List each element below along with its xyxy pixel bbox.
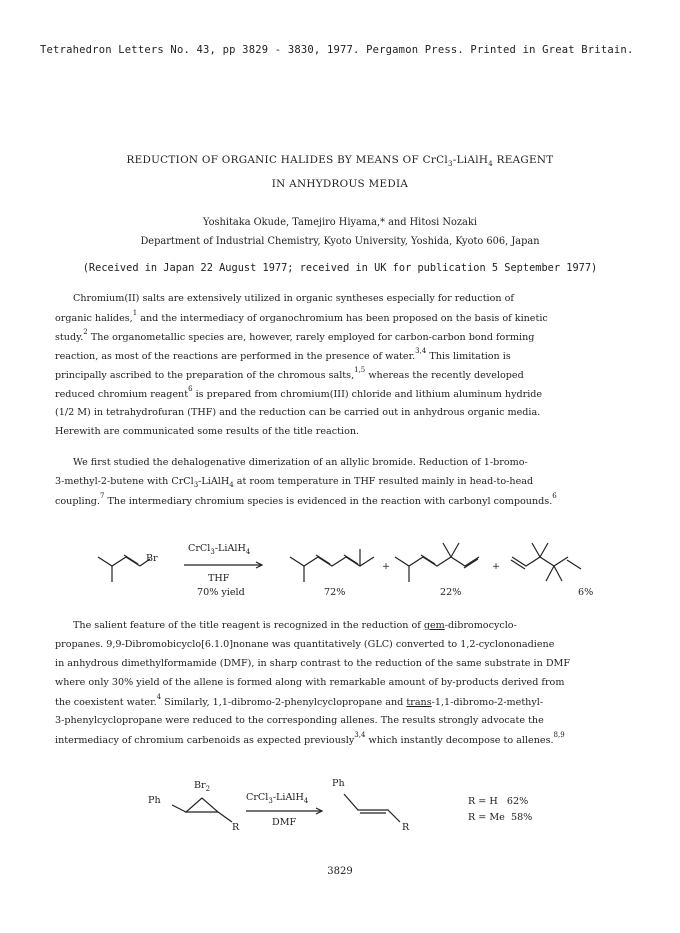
r-label: R xyxy=(402,822,410,833)
text: The organometallic species are, however, rarely employed for carbon-carbon bond forming xyxy=(87,332,535,343)
text-line xyxy=(55,309,548,324)
text: -1,1-dibromo-2-methyl- xyxy=(431,697,544,708)
dibromo-label xyxy=(194,780,210,791)
r-label: R xyxy=(232,822,240,833)
authors: Yoshitaka Okude, Tamejiro Hiyama,* and Hitosi Nozaki xyxy=(203,217,477,228)
phenyl-label: Ph xyxy=(332,778,345,789)
dimer-chain xyxy=(290,557,374,566)
text-line: 3-phenylcyclopropane were reduced to the corresponding allenes. The results strongly advocate the xyxy=(55,715,544,726)
plus-sign: + xyxy=(382,561,391,572)
allene-chain xyxy=(344,794,400,822)
subscript: 3 xyxy=(193,481,199,489)
subscript: 2 xyxy=(205,785,211,793)
text-line xyxy=(55,347,511,362)
result-r-h: R = H 62% xyxy=(468,796,529,807)
text: CrCl xyxy=(246,792,269,803)
text-line xyxy=(73,621,517,631)
dimer-chain-3 xyxy=(512,557,568,566)
title-text: REDUCTION OF ORGANIC HALIDES BY MEANS OF CrCl xyxy=(126,154,448,166)
subscript: 4 xyxy=(303,797,309,805)
reference: 1,5 xyxy=(354,366,366,374)
methyl-bond xyxy=(532,543,540,557)
text-line xyxy=(55,693,544,708)
text: whereas the recently developed xyxy=(365,370,524,381)
product-2-percent: 22% xyxy=(440,587,462,598)
text-line: Chromium(II) salts are extensively utilized in organic syntheses especially for reduction of xyxy=(73,293,514,304)
text: Similarly, 1,1-dibromo-2-phenylcyclopropane and xyxy=(161,697,407,708)
reference: 3,4 xyxy=(415,347,427,355)
reaction-scheme-2 xyxy=(0,772,680,842)
reference: 6 xyxy=(552,492,557,500)
product-3-percent: 6% xyxy=(578,587,594,598)
text: coupling. xyxy=(55,496,100,507)
subscript: 3 xyxy=(210,548,215,556)
text-line: (1/2 M) in tetrahydrofuran (THF) and the reduction can be carried out in anhydrous organic media. xyxy=(55,407,541,418)
plus-sign: + xyxy=(492,561,501,572)
underlined-text: gem xyxy=(423,620,445,631)
reference: 6 xyxy=(188,385,193,393)
phenyl-label: Ph xyxy=(148,795,161,806)
article-title xyxy=(60,154,620,166)
text: -LiAlH xyxy=(214,543,246,554)
reference: 3,4 xyxy=(354,731,366,739)
title-sub: 4 xyxy=(488,160,493,168)
affiliation: Department of Industrial Chemistry, Kyoto University, Yoshida, Kyoto 606, Japan xyxy=(140,236,540,247)
text: 3-methyl-2-butene with CrCl xyxy=(55,476,194,487)
text: organic halides, xyxy=(55,313,133,324)
underlined-text: trans xyxy=(406,697,432,708)
text: Br xyxy=(194,780,206,791)
double-bond xyxy=(124,555,138,564)
reference: 8,9 xyxy=(553,731,565,739)
text: at room temperature in THF resulted mainly in head-to-head xyxy=(233,476,534,487)
reference: 7 xyxy=(99,492,105,500)
text: This limitation is xyxy=(426,351,511,362)
text-line: Herewith are communicated some results of the title reaction. xyxy=(55,426,360,437)
text-line: We first studied the dehalogenative dimerization of an allylic bromide. Reduction of 1-bromo- xyxy=(73,457,528,468)
methyl-bond xyxy=(451,543,459,557)
subscript: 4 xyxy=(245,548,251,556)
text-line xyxy=(55,731,565,746)
text: intermediacy of chromium carbenoids as expected previously xyxy=(55,735,355,746)
methyl-bond xyxy=(546,566,554,581)
result-r-me: R = Me 58% xyxy=(468,812,533,823)
text: is prepared from chromium(III) chloride and lithium aluminum hydride xyxy=(192,389,543,400)
double-bond xyxy=(344,555,358,564)
reagent-label xyxy=(188,543,250,554)
reaction-scheme-1 xyxy=(0,525,680,605)
cyclopropane-ring xyxy=(186,798,218,812)
text-line xyxy=(55,477,533,487)
title-sub: 3 xyxy=(448,160,453,168)
double-bond xyxy=(421,555,435,564)
product-1-percent: 72% xyxy=(324,587,346,598)
methyl-bond xyxy=(540,543,548,557)
text: and the intermediacy of organochromium has been proposed on the basis of kinetic xyxy=(137,313,548,324)
title-text: -LiAlH xyxy=(452,154,489,166)
yield-label: 70% yield xyxy=(197,587,245,598)
reagent-label xyxy=(246,792,308,803)
bromine-label: Br xyxy=(146,553,158,564)
text: -LiAlH xyxy=(272,792,304,803)
text-line xyxy=(55,492,557,507)
text: The salient feature of the title reagent is recognized in the reduction of xyxy=(73,620,424,631)
received-dates: (Received in Japan 22 August 1977; received in UK for publication 5 September 1977) xyxy=(82,262,598,274)
text: -dibromocyclo- xyxy=(444,620,517,631)
methyl-bond xyxy=(554,566,562,581)
methyl-bond xyxy=(443,543,451,557)
text-line xyxy=(55,328,535,343)
text: the coexistent water. xyxy=(55,697,157,708)
dimer-chain-2 xyxy=(395,557,479,566)
text: principally ascribed to the preparation of the chromous salts, xyxy=(55,370,355,381)
reference: 1 xyxy=(132,309,138,317)
text: which instantly decompose to allenes. xyxy=(365,735,554,746)
text-line xyxy=(55,366,524,381)
reference: 4 xyxy=(156,693,162,701)
double-bond xyxy=(316,555,330,564)
text: reduced chromium reagent xyxy=(55,389,189,400)
title-text: REAGENT xyxy=(492,154,554,166)
subscript: 3 xyxy=(268,797,273,805)
solvent-label: DMF xyxy=(272,817,297,828)
text: reaction, as most of the reactions are performed in the presence of water. xyxy=(55,351,416,362)
text-line: propanes. 9,9-Dibromobicyclo[6.1.0]nonane was quantitatively (GLC) converted to 1,2-cyclononadiene xyxy=(55,639,555,650)
page-number: 3829 xyxy=(327,866,353,877)
double-bond xyxy=(567,560,581,569)
text-line: where only 30% yield of the allene is formed along with remarkable amount of by-products derived from xyxy=(55,677,565,688)
article-title-line2: IN ANHYDROUS MEDIA xyxy=(271,178,409,190)
subscript: 4 xyxy=(229,481,234,489)
text: study. xyxy=(55,332,84,343)
text: The intermediary chromium species is evidenced in the reaction with carbonyl compounds. xyxy=(104,496,553,507)
journal-header: Tetrahedron Letters No. 43, pp 3829 - 3830, 1977. Pergamon Press. Printed in Great Britain. xyxy=(40,44,634,56)
double-bond xyxy=(464,559,478,568)
text: -LiAlH xyxy=(198,476,230,487)
text: CrCl xyxy=(188,543,211,554)
text-line xyxy=(55,385,543,400)
solvent-label: THF xyxy=(208,573,230,584)
text-line: in anhydrous dimethylformamide (DMF), in sharp contrast to the reduction of the same substrate in DMF xyxy=(55,658,570,669)
phenyl-bond xyxy=(172,805,186,812)
r-bond xyxy=(218,812,232,822)
reference: 2 xyxy=(83,328,88,336)
